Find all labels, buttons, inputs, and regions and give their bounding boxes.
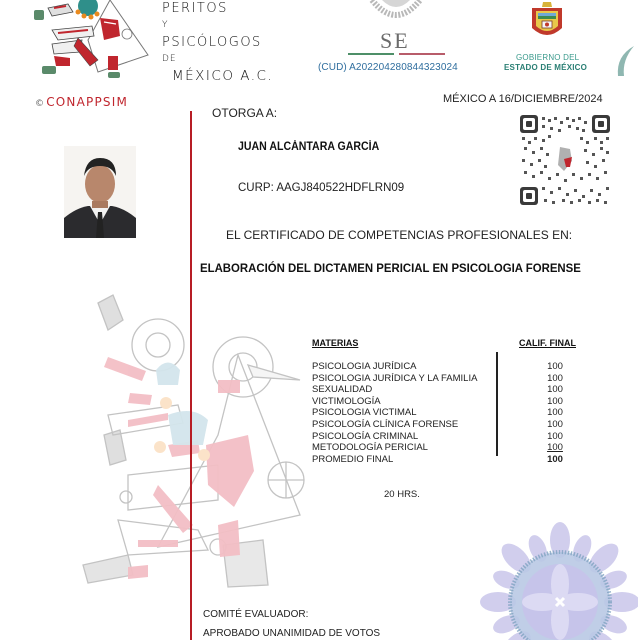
- gobierno-line-1: GOBIERNO DEL: [516, 53, 580, 62]
- subject-cell: PROMEDIO FINAL: [312, 453, 394, 465]
- qr-code-icon[interactable]: [520, 115, 610, 205]
- subject-cell: METODOLOGÍA PERICIAL: [312, 442, 428, 454]
- subject-cell: PSICOLOGIA JURÍDICA: [312, 361, 417, 372]
- grade-header: CALIF. FINAL: [519, 338, 576, 348]
- subject-cell: PSICOLOGIA VICTIMAL: [312, 407, 417, 419]
- grade-cell: [540, 442, 570, 454]
- grade-cell: 100: [547, 418, 563, 430]
- certificate-intro: EL CERTIFICADO DE COMPETENCIAS PROFESIONALES EN:: [226, 228, 573, 242]
- swoosh-icon: [612, 46, 640, 76]
- gobierno-line-2: ESTADO DE MÉXICO: [504, 63, 588, 72]
- se-logo-text: SE: [380, 28, 410, 53]
- subject-cell: VICTIMOLOGÍA: [312, 395, 381, 407]
- org-name-line: PERITOS: [162, 1, 228, 16]
- course-hours: 20 HRS.: [384, 489, 420, 500]
- committee-label: COMITÉ EVALUADOR:: [203, 609, 309, 620]
- grades-table: [312, 361, 592, 465]
- grade-cell: 100: [547, 361, 563, 372]
- table-row: [312, 407, 592, 419]
- grade-cell: 100: [547, 453, 563, 465]
- table-row: [312, 373, 592, 385]
- table-row: [312, 361, 592, 373]
- org-name-line: PSICÓLOGOS: [162, 35, 262, 50]
- subjects-header: MATERIAS: [312, 338, 359, 348]
- copyright-symbol: ©: [35, 99, 46, 109]
- recipient-photo: [64, 146, 136, 238]
- subject-cell: SEXUALIDAD: [312, 384, 373, 396]
- eagle-seal-icon: [368, 0, 424, 22]
- grade-cell: 100: [547, 430, 563, 442]
- codex-watermark-icon: [68, 285, 333, 595]
- cud-code: (CUD) A202204280844323024: [318, 62, 458, 73]
- org-acronym: [35, 95, 128, 109]
- codex-figure-logo-icon: [18, 0, 158, 80]
- table-row: [312, 396, 592, 408]
- se-red-rule: [399, 53, 445, 55]
- security-rosette-icon: [478, 510, 638, 640]
- grade-cell: 100: [547, 372, 563, 384]
- accent-vertical-rule: [190, 111, 192, 640]
- grade-cell: 100: [547, 407, 563, 419]
- grade-value: 100: [547, 442, 563, 454]
- subject-cell: PSICOLOGÍA CRIMINAL: [312, 430, 419, 442]
- organization-name: [162, 0, 273, 85]
- acronym-text: CONAPPSIM: [46, 95, 128, 109]
- org-name-line: Y: [162, 20, 169, 30]
- grade-cell: 100: [547, 384, 563, 396]
- approval-statement: APROBADO UNANIMIDAD DE VOTOS: [203, 628, 381, 639]
- table-row: [312, 419, 592, 431]
- subject-cell: PSICOLOGIA JURÍDICA Y LA FAMILIA: [312, 372, 478, 384]
- table-row: [312, 384, 592, 396]
- course-title: ELABORACIÓN DEL DICTAMEN PERICIAL EN PSICOLOGIA FORENSE: [200, 261, 581, 275]
- recipient-name: JUAN ALCÁNTARA GARCÍA: [238, 141, 380, 153]
- recipient-curp: CURP: AAGJ840522HDFLRN09: [238, 182, 405, 194]
- org-name-line: DE: [162, 54, 177, 64]
- otorga-label: OTORGA A:: [212, 106, 278, 120]
- state-shield-icon: [530, 2, 564, 40]
- table-row: [312, 431, 592, 443]
- issue-date: MÉXICO A 16/DICIEMBRE/2024: [443, 93, 603, 105]
- se-green-rule: [348, 53, 394, 55]
- grade-cell: 100: [547, 395, 563, 407]
- table-row-final-average: [312, 454, 592, 466]
- subject-cell: PSICOLOGÍA CLÍNICA FORENSE: [312, 418, 459, 430]
- org-name-line: MÉXICO A.C.: [172, 68, 274, 84]
- table-row: [312, 442, 592, 454]
